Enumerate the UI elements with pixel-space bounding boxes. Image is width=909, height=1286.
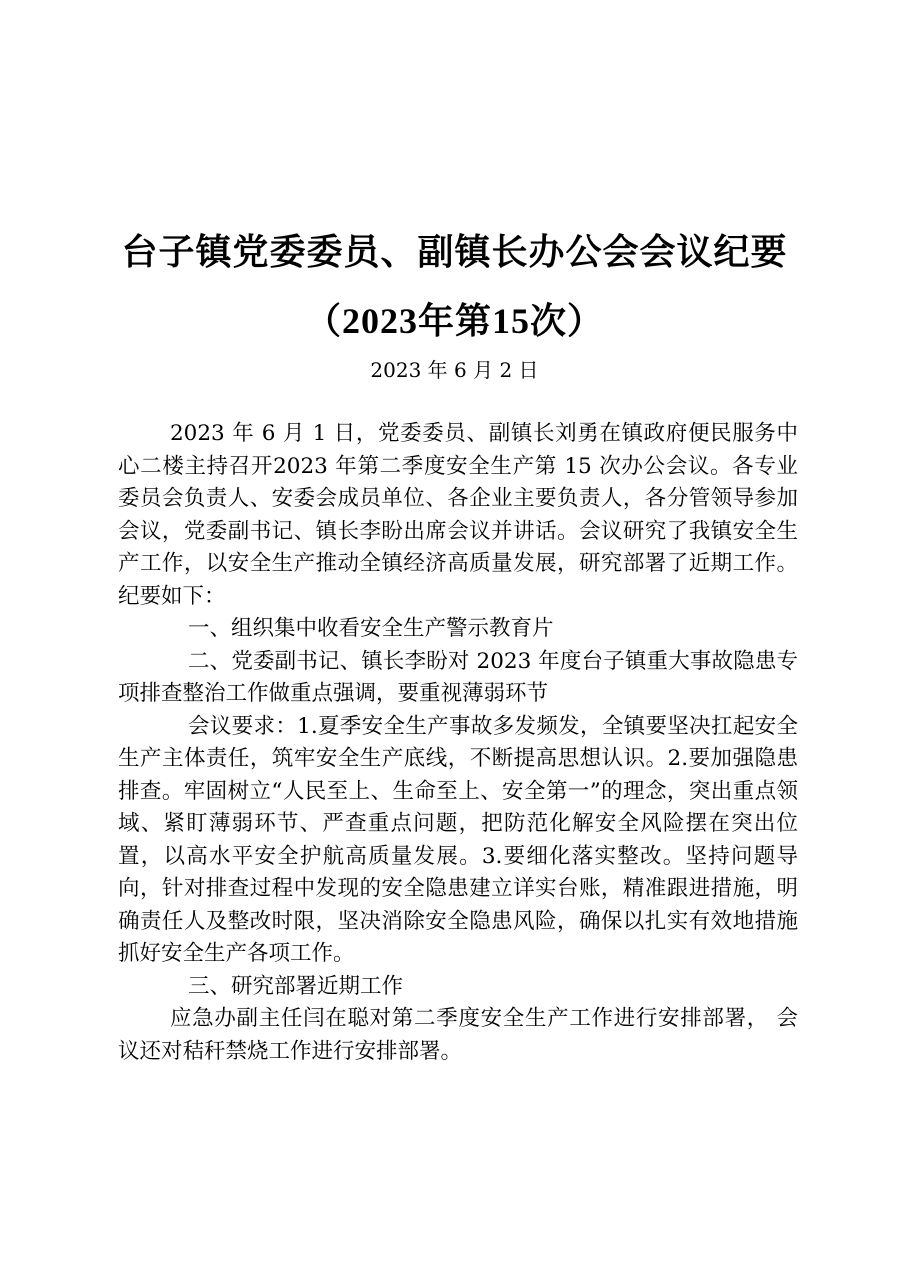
closing-paragraph: 应急办副主任闫在聪对第二季度安全生产工作进行安排部署， 会议还对秸秆禁烧工作进行安排部署。 <box>118 1006 798 1064</box>
document-subtitle: （2023年第15次） <box>304 301 604 341</box>
document-body <box>118 418 798 1068</box>
document-title: 台子镇党委委员、副镇长办公会会议纪要 <box>121 232 788 273</box>
section-heading-1: 一、组织集中收看安全生产警示教育片 <box>188 616 554 641</box>
document-date: 2023 年 6 月 2 日 <box>370 358 539 382</box>
requirements-paragraph: 会议要求：1.夏季安全生产事故多发频发，全镇要坚决扛起安全生产主体责任，筑牢安全生产底线，不断提高思想认识。2.要加强隐患排查。牢固树立“人民至上、生命至上、安全第一”的理念，突出重点领域、紧盯薄弱环节、严查重点问题，把防范化解安全风险摆在突出位置，以高水平安全护航高质量发展。3.要细化落实整改。坚持问题导向，针对排查过程中发现的安全隐患建立详实台账，精准跟进措施，明确责任人及整改时限，坚决消除安全隐患风险，确保以扎实有效地措施抓好安全生产各项工作。 <box>118 713 798 966</box>
section-heading-3: 三、研究部署近期工作 <box>188 973 404 999</box>
section-heading-2: 二、党委副书记、镇长李盼对 2023 年度台子镇重大事故隐患专项排查整治工作做重点强调，要重视薄弱环节 <box>118 648 798 706</box>
intro-paragraph: 2023 年 6 月 1 日，党委委员、副镇长刘勇在镇政府便民服务中心二楼主持召开2023 年第二季度安全生产第 15 次办公会议。各专业委员会负责人、安委会成员单位、各企业主要负责人，各分管领导参加会议，党委副书记、镇长李盼出席会议并讲话。会议研究了我镇安全生产工作，以安全生产推动全镇经济高质量发展，研究部署了近期工作。纪要如下： <box>118 421 798 609</box>
